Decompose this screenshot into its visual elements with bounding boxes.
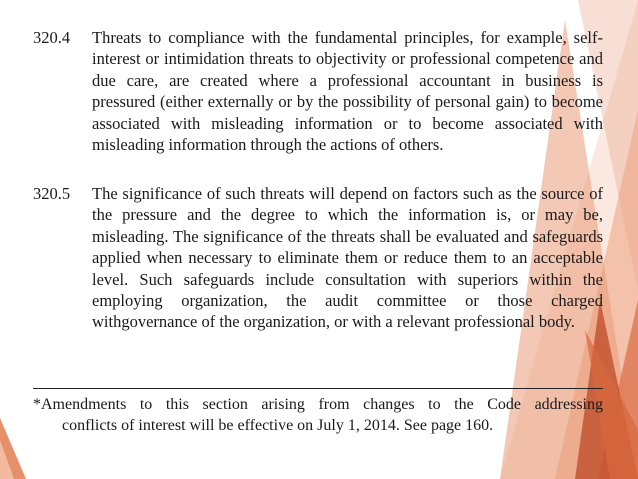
paragraph-text: Threats to compliance with the fundamental principles, for example, self-interest or intimidation threats to objectivity or professional competence and due care, are created where a professional accountant in business is pressured (either externally or by the possibility of personal gain) to become associated with misleading information or to become associated with misleading information through the actions of others. <box>92 28 603 155</box>
footnote-line: *Amendments to this section arising from changes to the Code addressing <box>33 396 603 413</box>
paragraph-number: 320.5 <box>33 184 71 203</box>
paragraph-320-5 <box>33 183 603 333</box>
paragraph-number: 320.4 <box>33 28 71 47</box>
paragraph-text: The significance of such threats will depend on factors such as the source of the pressure and the degree to which the information is, or may be, misleading. The significance of the threats shall be evaluated and safeguards applied when necessary to eliminate them or reduce them to an acceptable level. Such safeguards include consultation with superiors within the employing organization, the audit committee or those charged withgovernance of the organization, or with a relevant professional body. <box>92 184 603 332</box>
footnote <box>33 394 603 437</box>
footnote-line: conflicts of interest will be effective on July 1, 2014. See page 160. <box>62 417 494 435</box>
footnote-divider <box>33 388 603 389</box>
paragraph-320-4 <box>33 27 603 155</box>
